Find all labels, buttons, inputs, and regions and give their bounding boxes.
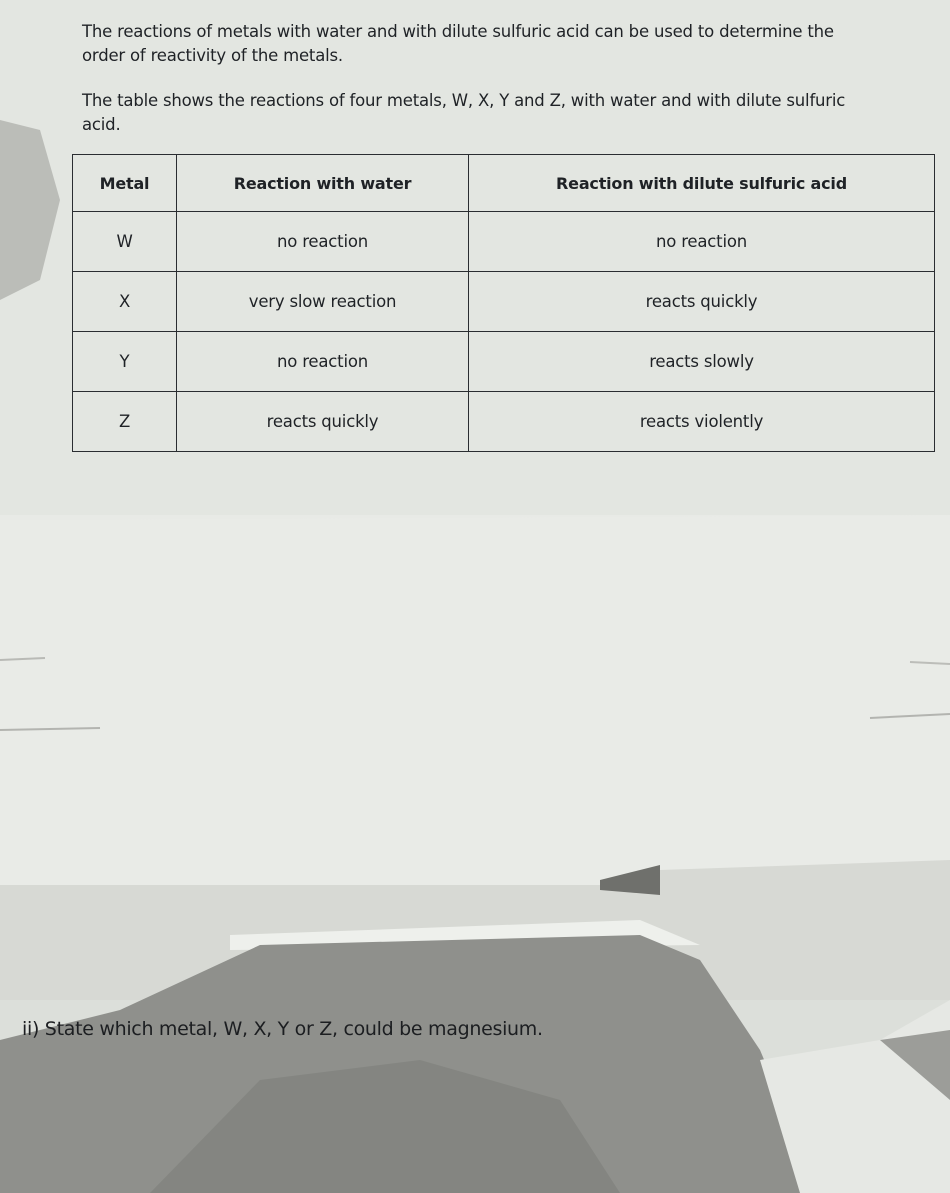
metal-cell: Z — [73, 392, 177, 452]
header-reaction-acid: Reaction with dilute sulfuric acid — [469, 155, 935, 212]
metal-cell: Y — [73, 332, 177, 392]
table-header-row — [73, 155, 935, 212]
water-reaction-cell: no reaction — [177, 212, 469, 272]
intro-paragraph-1 — [82, 20, 902, 68]
table-row — [73, 212, 935, 272]
table-row — [73, 392, 935, 452]
acid-reaction-cell: no reaction — [469, 212, 935, 272]
intro-line-3: The table shows the reactions of four metals, W, X, Y and Z, with water and with dilute sulfuric — [82, 91, 846, 110]
header-reaction-water: Reaction with water — [177, 155, 469, 212]
intro-line-4: acid. — [82, 115, 121, 134]
water-reaction-cell: reacts quickly — [177, 392, 469, 452]
water-reaction-cell: no reaction — [177, 332, 469, 392]
reactions-table — [72, 154, 935, 452]
table-row — [73, 272, 935, 332]
acid-reaction-cell: reacts violently — [469, 392, 935, 452]
acid-reaction-cell: reacts slowly — [469, 332, 935, 392]
metal-cell: W — [73, 212, 177, 272]
header-metal: Metal — [73, 155, 177, 212]
intro-paragraph-2 — [82, 89, 902, 137]
metal-cell: X — [73, 272, 177, 332]
intro-line-1: The reactions of metals with water and with dilute sulfuric acid can be used to determine the — [82, 22, 834, 41]
question-text: ii) State which metal, W, X, Y or Z, could be magnesium. — [22, 1018, 543, 1040]
water-reaction-cell: very slow reaction — [177, 272, 469, 332]
intro-line-2: order of reactivity of the metals. — [82, 46, 343, 65]
acid-reaction-cell: reacts quickly — [469, 272, 935, 332]
table-row — [73, 332, 935, 392]
